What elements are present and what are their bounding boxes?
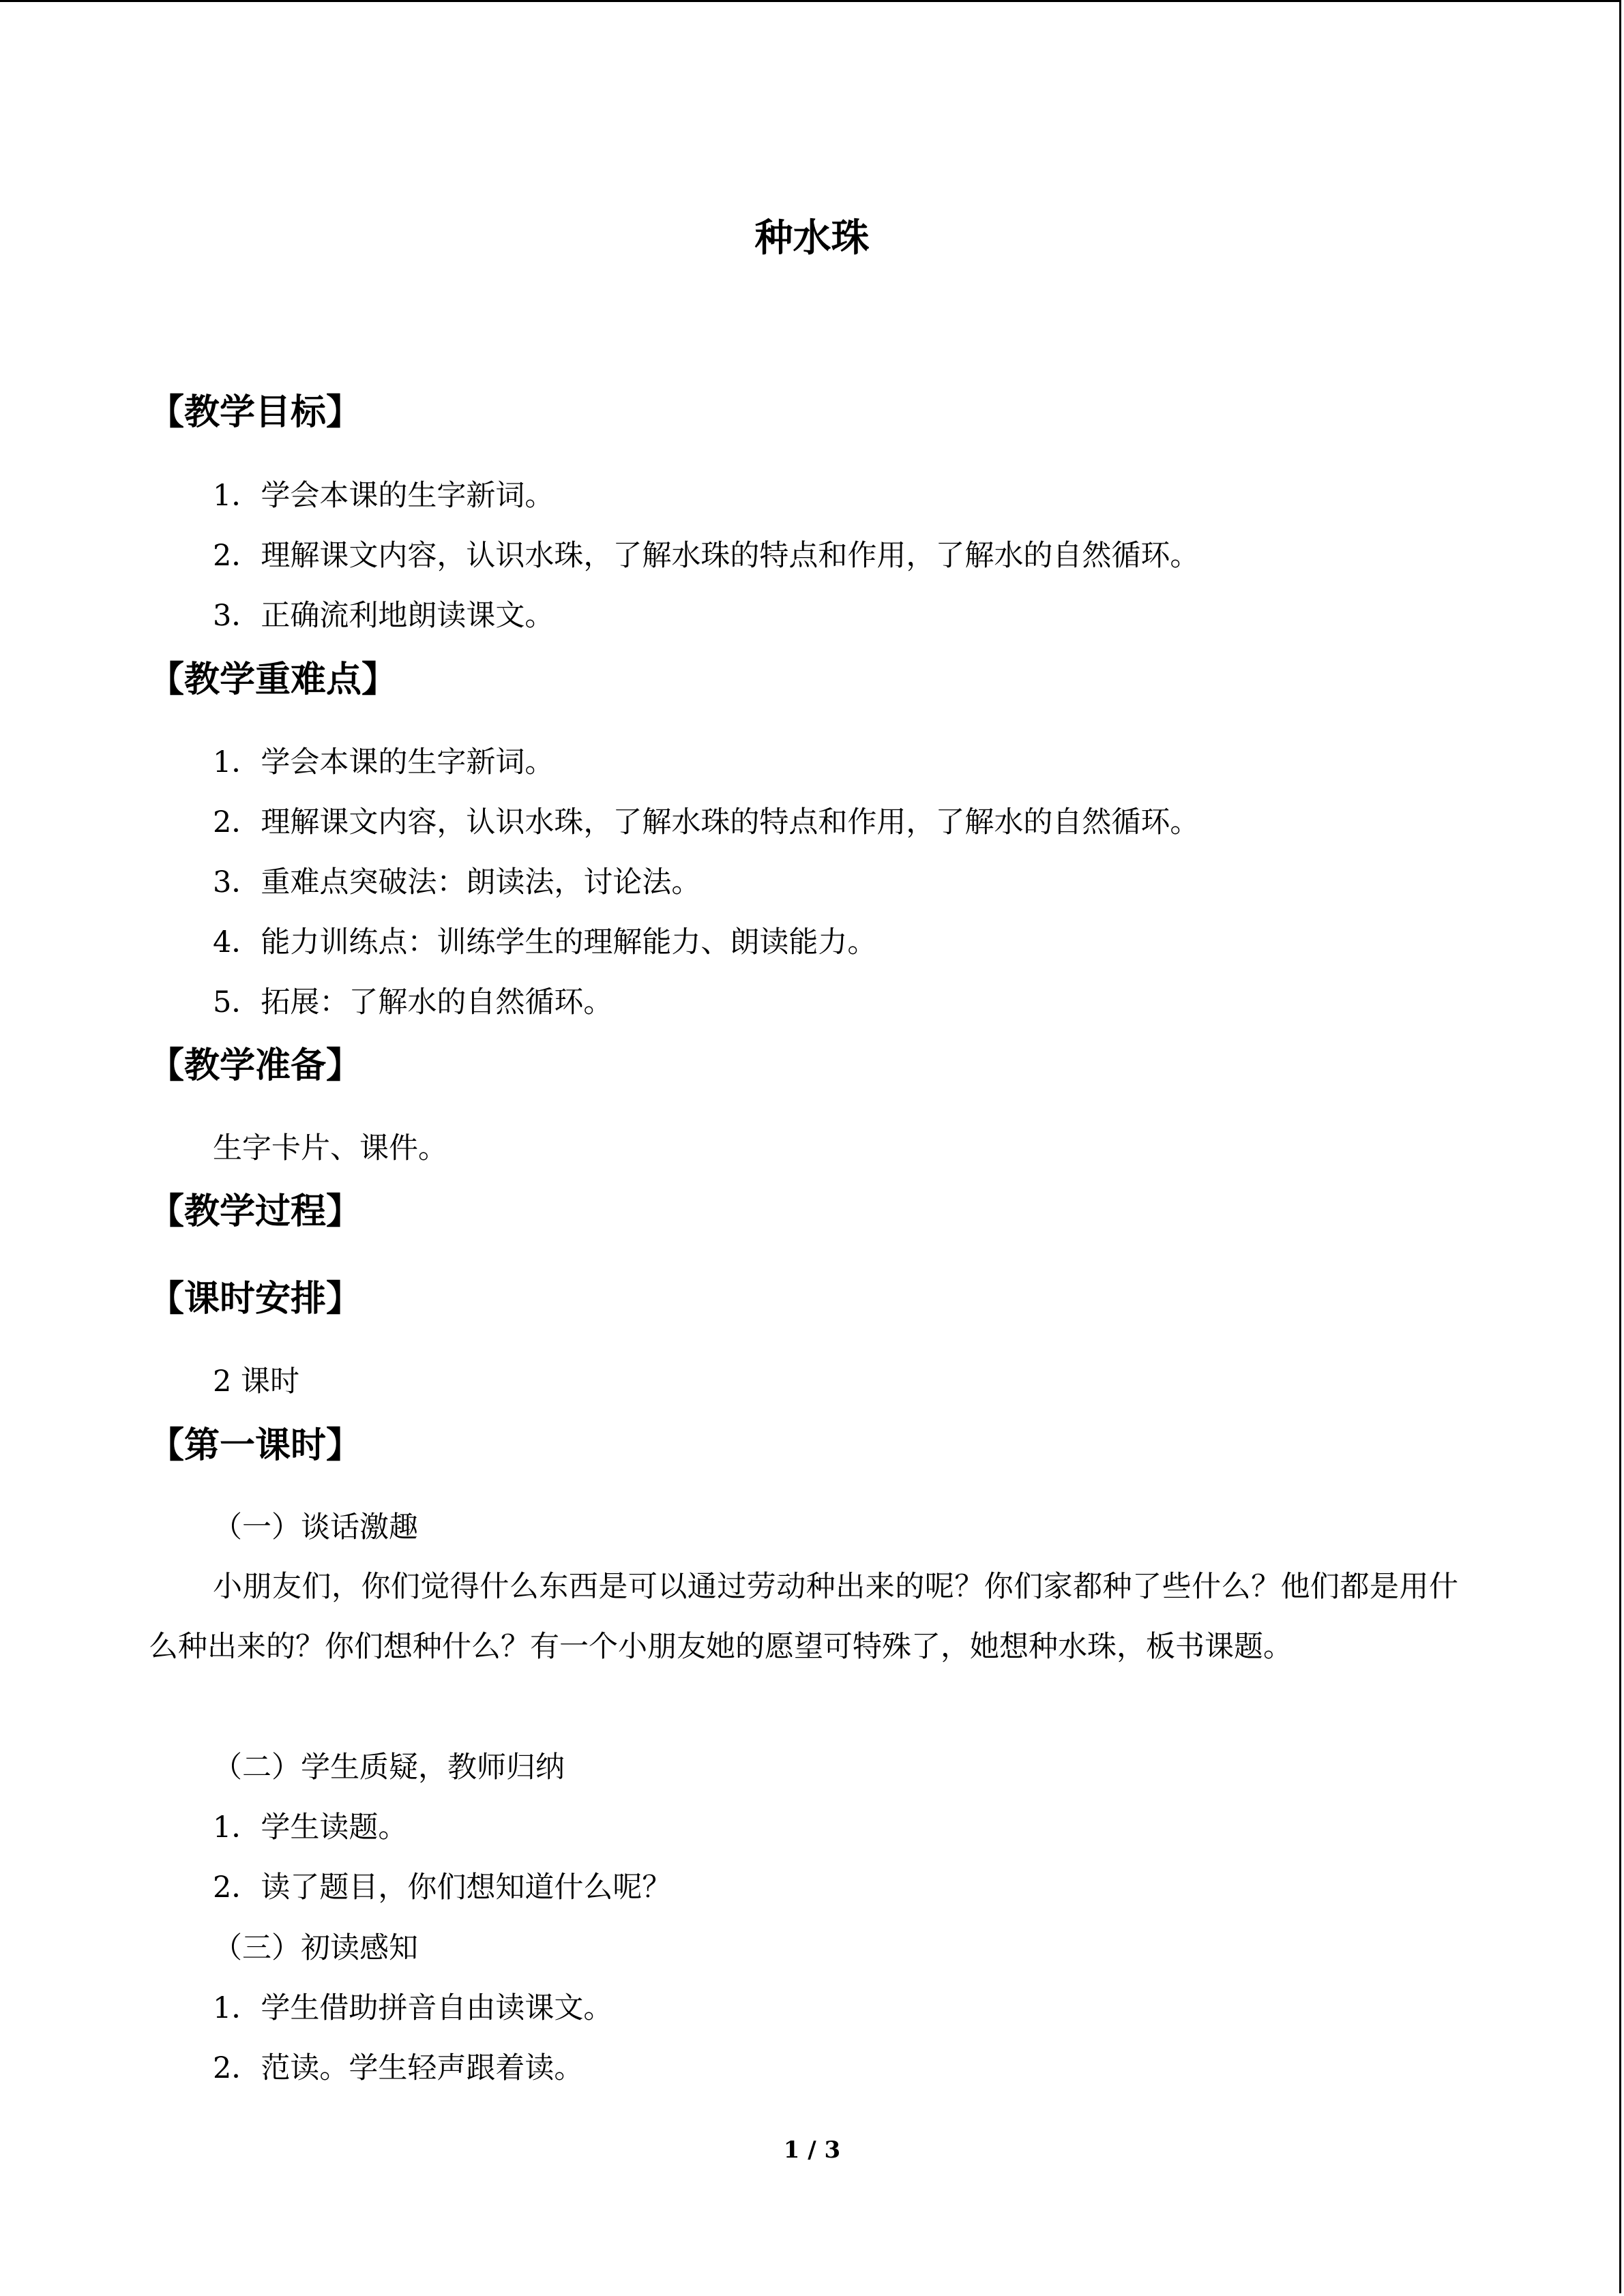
step2-item-1: 1．学生读题。: [213, 1810, 408, 1845]
heading-key-points: 【教学重难点】: [149, 659, 398, 700]
objective-item-3: 3．正确流利地朗读课文。: [213, 599, 555, 633]
step1-paragraph: 小朋友们，你们觉得什么东西是可以通过劳动种出来的呢？你们家都种了些什么？他们都是用什么种出来的？你们想种什么？有一个小朋友她的愿望可特殊了，她想种水珠，板书课题。: [149, 1570, 1458, 1664]
heading-process: 【教学过程】: [149, 1191, 362, 1232]
step2-title: （二）学生质疑，教师归纳: [213, 1750, 565, 1785]
key-point-item-4: 4．能力训练点：训练学生的理解能力、朗读能力。: [213, 925, 877, 959]
key-point-item-5: 5．拓展：了解水的自然循环。: [213, 985, 613, 1019]
step3-item-2: 2．范读。学生轻声跟着读。: [213, 2051, 584, 2085]
step3-item-1: 1．学生借助拼音自由读课文。: [213, 1991, 613, 2025]
preparation-text: 生字卡片、课件。: [213, 1131, 447, 1165]
objective-item-2: 2．理解课文内容，认识水珠，了解水珠的特点和作用，了解水的自然循环。: [213, 539, 1200, 573]
step3-title: （三）初读感知: [213, 1931, 418, 1965]
heading-objectives: 【教学目标】: [149, 392, 362, 433]
heading-first-lesson: 【第一课时】: [149, 1425, 362, 1466]
step2-item-2: 2．读了题目，你们想知道什么呢？: [213, 1870, 672, 1905]
key-point-item-3: 3．重难点突破法：朗读法，讨论法。: [213, 865, 701, 899]
heading-preparation: 【教学准备】: [149, 1045, 362, 1086]
heading-schedule: 【课时安排】: [149, 1279, 362, 1320]
schedule-text: 2 课时: [213, 1365, 300, 1399]
objective-item-1: 1．学会本课的生字新词。: [213, 479, 555, 513]
page-number: 1 / 3: [783, 2136, 841, 2164]
step1-title: （一）谈话激趣: [213, 1510, 418, 1545]
key-point-item-1: 1．学会本课的生字新词。: [213, 745, 555, 779]
key-point-item-2: 2．理解课文内容，认识水珠，了解水珠的特点和作用，了解水的自然循环。: [213, 805, 1200, 839]
page-title: 种水珠: [754, 216, 870, 260]
